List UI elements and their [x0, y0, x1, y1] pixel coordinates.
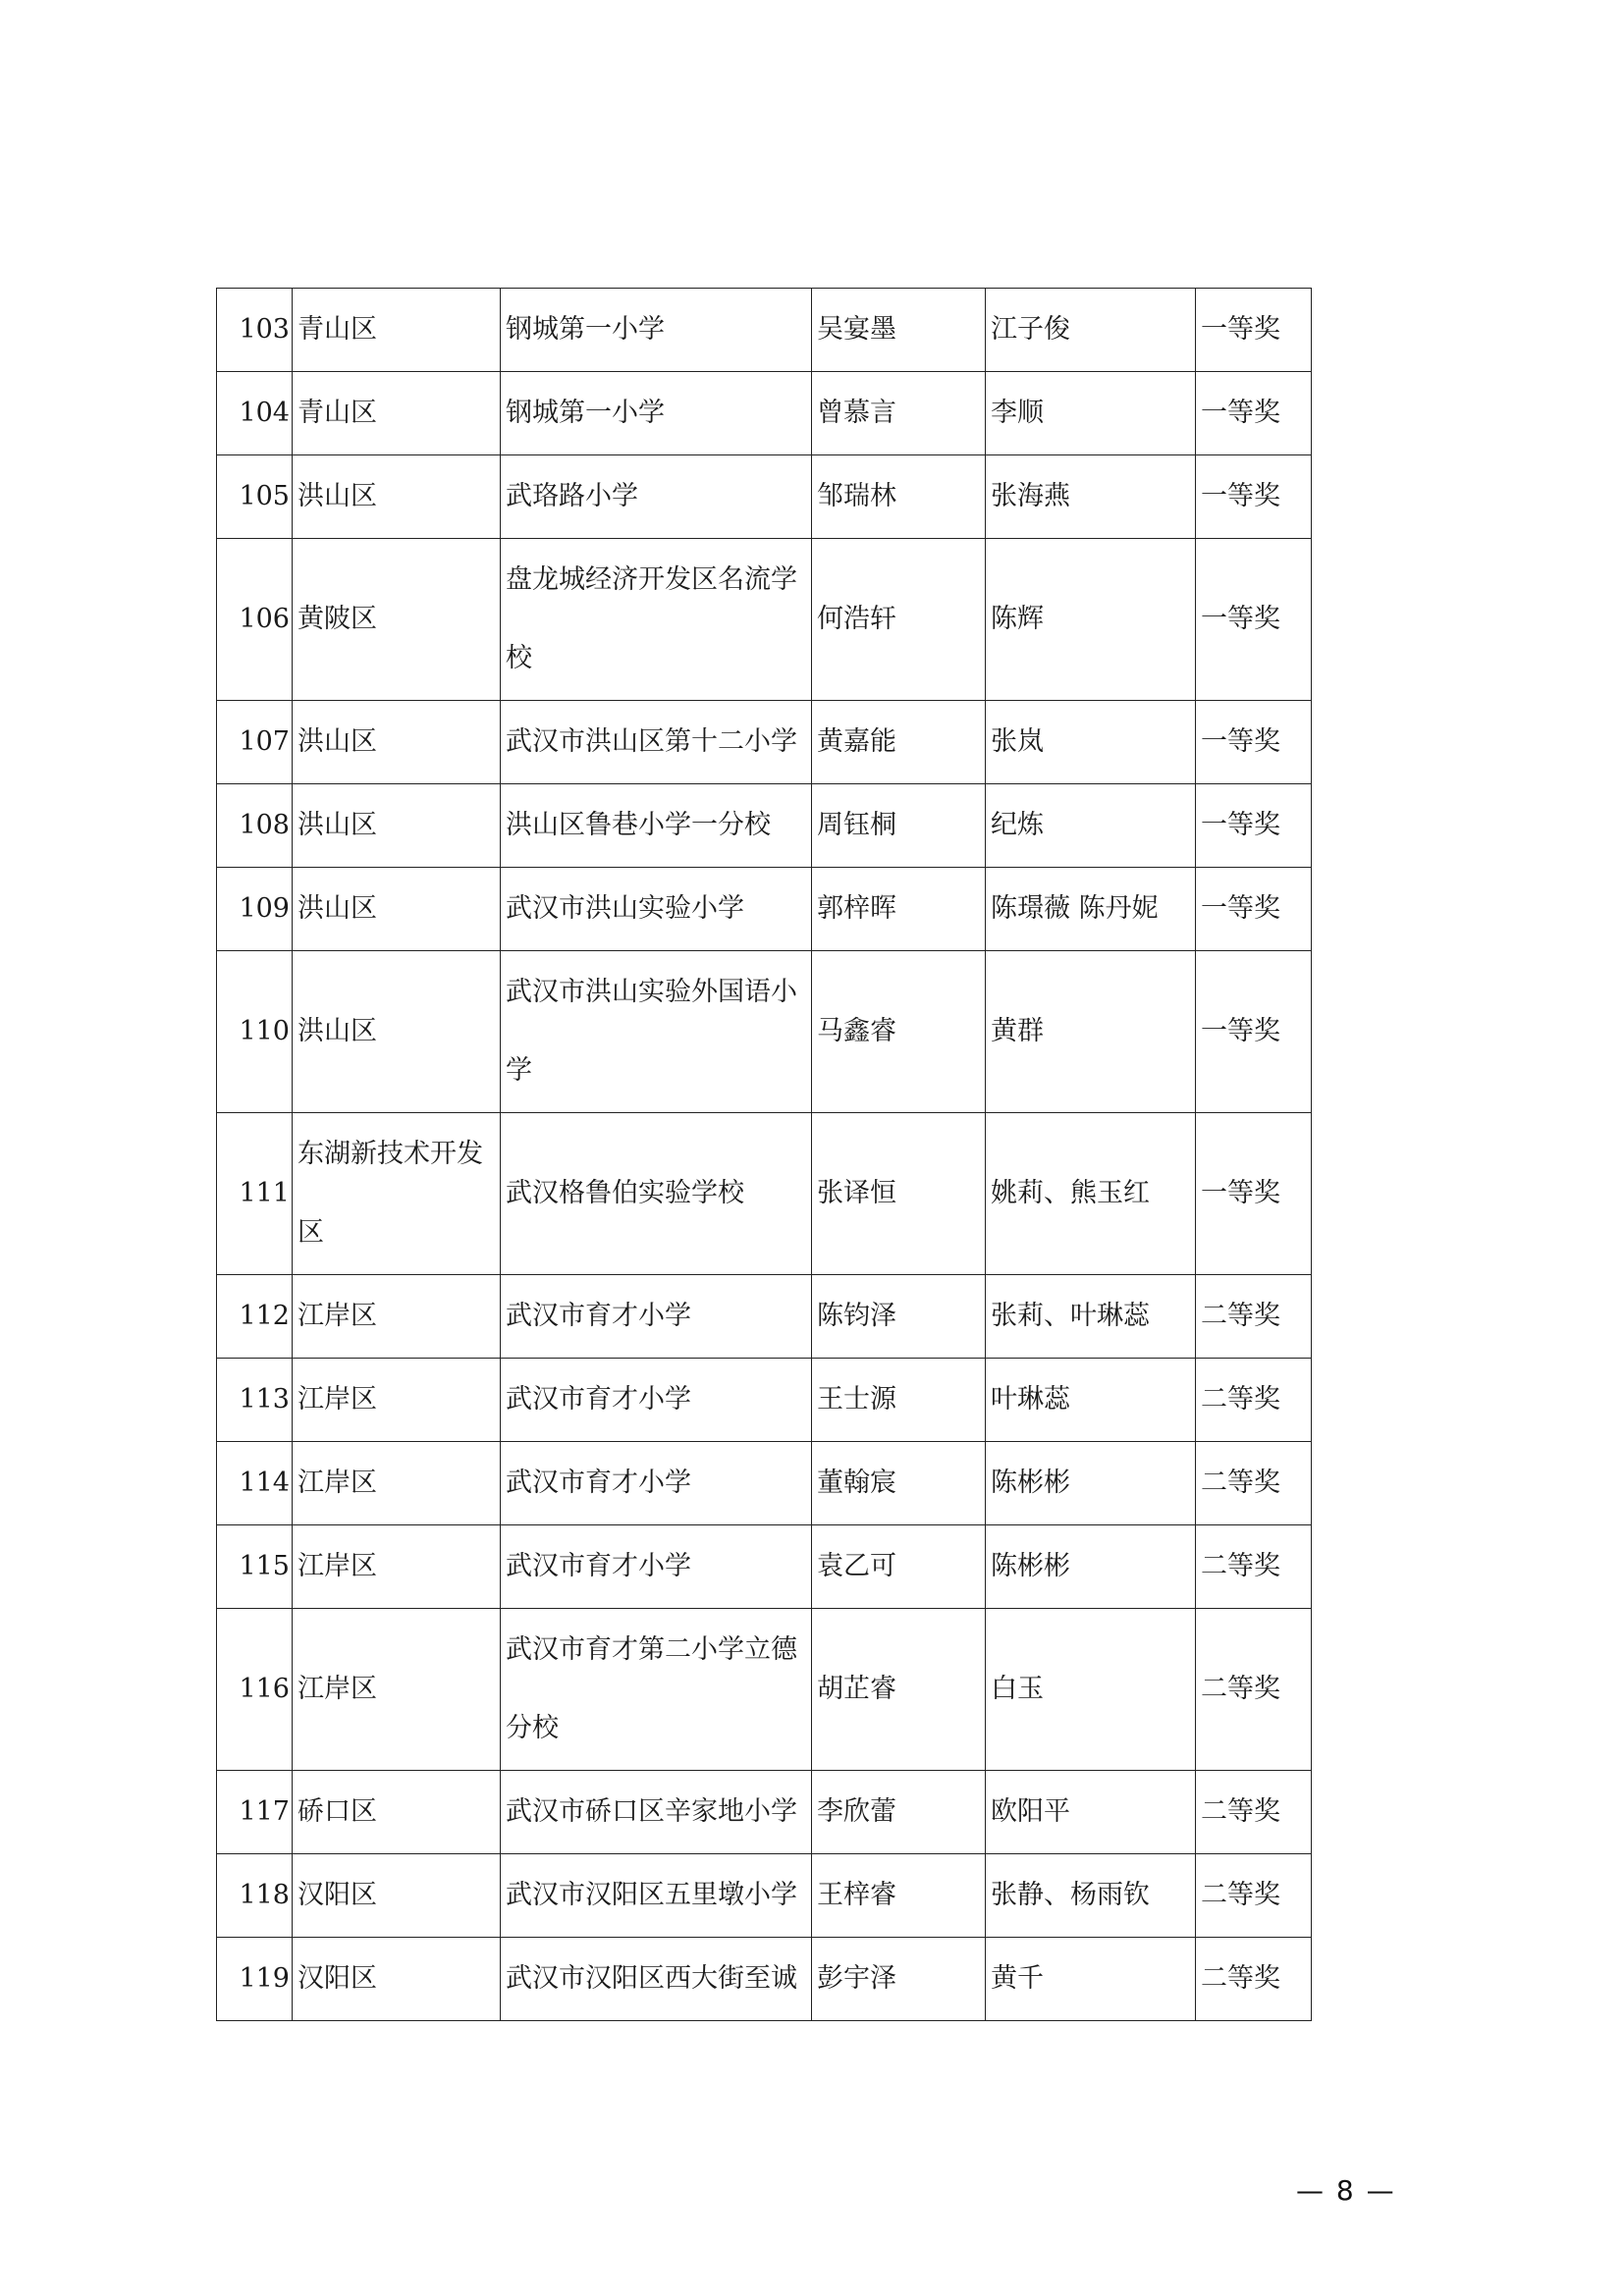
teacher-cell: 张静、杨雨钦	[986, 1854, 1196, 1938]
student-cell: 董翰宸	[812, 1442, 986, 1525]
student-cell: 黄嘉能	[812, 701, 986, 784]
award-cell: 一等奖	[1196, 539, 1312, 701]
teacher-cell: 李顺	[986, 372, 1196, 455]
row-number: 113	[217, 1359, 293, 1442]
table-row	[217, 1359, 1312, 1442]
row-number: 108	[217, 784, 293, 868]
award-cell: 二等奖	[1196, 1359, 1312, 1442]
award-cell: 二等奖	[1196, 1609, 1312, 1771]
table-row	[217, 1113, 1312, 1275]
row-number: 105	[217, 455, 293, 539]
teacher-cell: 江子俊	[986, 289, 1196, 372]
row-number: 106	[217, 539, 293, 701]
row-number: 118	[217, 1854, 293, 1938]
district-cell: 江岸区	[293, 1442, 501, 1525]
award-cell: 二等奖	[1196, 1525, 1312, 1609]
award-cell: 一等奖	[1196, 372, 1312, 455]
student-cell: 邹瑞林	[812, 455, 986, 539]
table-row	[217, 784, 1312, 868]
table-row	[217, 1854, 1312, 1938]
district-cell: 洪山区	[293, 951, 501, 1113]
school-cell: 武汉市汉阳区五里墩小学	[501, 1854, 812, 1938]
school-cell: 武汉市育才小学	[501, 1359, 812, 1442]
school-cell: 武汉市洪山区第十二小学	[501, 701, 812, 784]
student-cell: 何浩轩	[812, 539, 986, 701]
table-row	[217, 1938, 1312, 2021]
teacher-cell: 欧阳平	[986, 1771, 1196, 1854]
award-cell: 一等奖	[1196, 1113, 1312, 1275]
district-cell: 洪山区	[293, 455, 501, 539]
award-table	[216, 288, 1312, 2021]
student-cell: 袁乙可	[812, 1525, 986, 1609]
table-row	[217, 1442, 1312, 1525]
district-cell: 汉阳区	[293, 1938, 501, 2021]
award-cell: 一等奖	[1196, 784, 1312, 868]
table-row	[217, 1609, 1312, 1771]
school-cell: 武汉市育才第二小学立德分校	[501, 1609, 812, 1771]
teacher-cell: 叶琳蕊	[986, 1359, 1196, 1442]
district-cell: 江岸区	[293, 1275, 501, 1359]
row-number: 119	[217, 1938, 293, 2021]
student-cell: 张译恒	[812, 1113, 986, 1275]
student-cell: 王士源	[812, 1359, 986, 1442]
school-cell: 武汉格鲁伯实验学校	[501, 1113, 812, 1275]
student-cell: 王梓睿	[812, 1854, 986, 1938]
row-number: 107	[217, 701, 293, 784]
row-number: 116	[217, 1609, 293, 1771]
row-number: 109	[217, 868, 293, 951]
award-cell: 一等奖	[1196, 701, 1312, 784]
district-cell: 洪山区	[293, 784, 501, 868]
teacher-cell: 姚莉、熊玉红	[986, 1113, 1196, 1275]
page-number: — 8 —	[1296, 2174, 1396, 2207]
award-cell: 二等奖	[1196, 1442, 1312, 1525]
table-row	[217, 539, 1312, 701]
student-cell: 陈钧泽	[812, 1275, 986, 1359]
student-cell: 曾慕言	[812, 372, 986, 455]
teacher-cell: 白玉	[986, 1609, 1196, 1771]
student-cell: 周钰桐	[812, 784, 986, 868]
district-cell: 黄陂区	[293, 539, 501, 701]
district-cell: 江岸区	[293, 1525, 501, 1609]
student-cell: 李欣蕾	[812, 1771, 986, 1854]
teacher-cell: 陈彬彬	[986, 1525, 1196, 1609]
student-cell: 胡芷睿	[812, 1609, 986, 1771]
row-number: 111	[217, 1113, 293, 1275]
row-number: 103	[217, 289, 293, 372]
school-cell: 洪山区鲁巷小学一分校	[501, 784, 812, 868]
award-cell: 二等奖	[1196, 1854, 1312, 1938]
table-row	[217, 1275, 1312, 1359]
district-cell: 洪山区	[293, 701, 501, 784]
row-number: 112	[217, 1275, 293, 1359]
school-cell: 钢城第一小学	[501, 289, 812, 372]
district-cell: 洪山区	[293, 868, 501, 951]
teacher-cell: 张莉、叶琳蕊	[986, 1275, 1196, 1359]
school-cell: 钢城第一小学	[501, 372, 812, 455]
row-number: 104	[217, 372, 293, 455]
table-row	[217, 868, 1312, 951]
award-cell: 一等奖	[1196, 951, 1312, 1113]
school-cell: 盘龙城经济开发区名流学校	[501, 539, 812, 701]
teacher-cell: 陈璟薇 陈丹妮	[986, 868, 1196, 951]
teacher-cell: 张海燕	[986, 455, 1196, 539]
school-cell: 武汉市硚口区辛家地小学	[501, 1771, 812, 1854]
teacher-cell: 纪炼	[986, 784, 1196, 868]
school-cell: 武汉市育才小学	[501, 1275, 812, 1359]
teacher-cell: 陈辉	[986, 539, 1196, 701]
district-cell: 东湖新技术开发区	[293, 1113, 501, 1275]
table-row	[217, 1525, 1312, 1609]
table-body	[217, 289, 1312, 2021]
school-cell: 武汉市汉阳区西大街至诚	[501, 1938, 812, 2021]
student-cell: 郭梓晖	[812, 868, 986, 951]
row-number: 117	[217, 1771, 293, 1854]
table-row	[217, 951, 1312, 1113]
school-cell: 武汉市洪山实验小学	[501, 868, 812, 951]
row-number: 110	[217, 951, 293, 1113]
district-cell: 汉阳区	[293, 1854, 501, 1938]
teacher-cell: 张岚	[986, 701, 1196, 784]
school-cell: 武汉市育才小学	[501, 1442, 812, 1525]
student-cell: 彭宇泽	[812, 1938, 986, 2021]
table-row	[217, 701, 1312, 784]
award-cell: 一等奖	[1196, 868, 1312, 951]
student-cell: 吴宴墨	[812, 289, 986, 372]
teacher-cell: 陈彬彬	[986, 1442, 1196, 1525]
teacher-cell: 黄千	[986, 1938, 1196, 2021]
table-row	[217, 372, 1312, 455]
district-cell: 江岸区	[293, 1609, 501, 1771]
row-number: 115	[217, 1525, 293, 1609]
table-row	[217, 455, 1312, 539]
student-cell: 马鑫睿	[812, 951, 986, 1113]
district-cell: 江岸区	[293, 1359, 501, 1442]
award-cell: 一等奖	[1196, 455, 1312, 539]
award-cell: 二等奖	[1196, 1771, 1312, 1854]
award-cell: 一等奖	[1196, 289, 1312, 372]
district-cell: 青山区	[293, 289, 501, 372]
school-cell: 武珞路小学	[501, 455, 812, 539]
table-row	[217, 289, 1312, 372]
district-cell: 青山区	[293, 372, 501, 455]
row-number: 114	[217, 1442, 293, 1525]
school-cell: 武汉市洪山实验外国语小学	[501, 951, 812, 1113]
table-row	[217, 1771, 1312, 1854]
district-cell: 硚口区	[293, 1771, 501, 1854]
award-cell: 二等奖	[1196, 1938, 1312, 2021]
teacher-cell: 黄群	[986, 951, 1196, 1113]
award-cell: 二等奖	[1196, 1275, 1312, 1359]
school-cell: 武汉市育才小学	[501, 1525, 812, 1609]
